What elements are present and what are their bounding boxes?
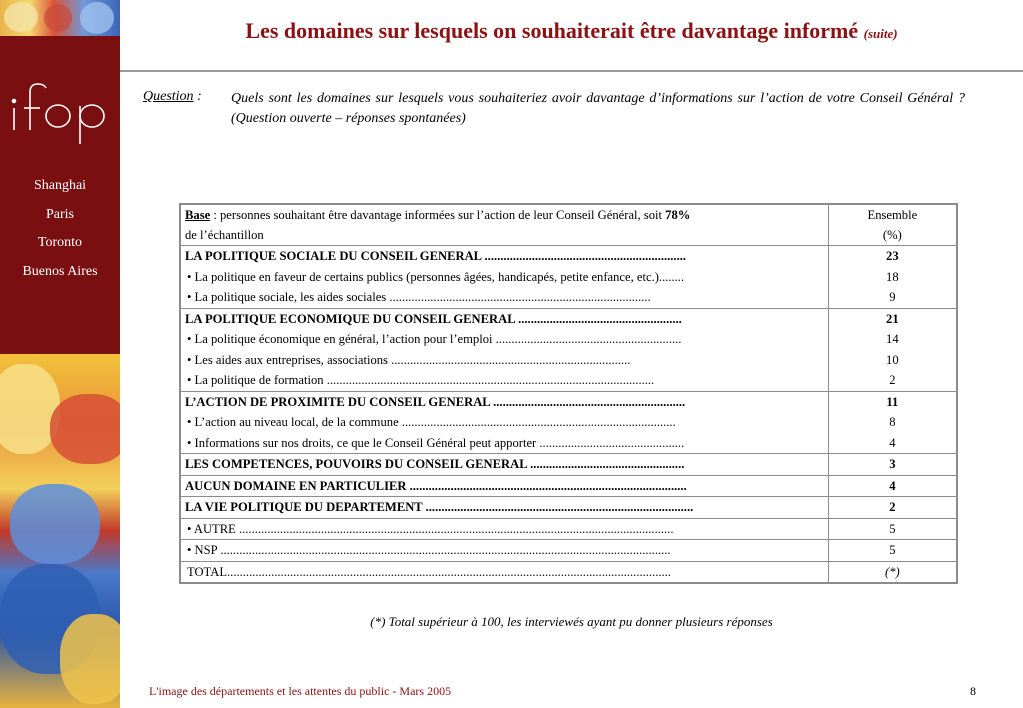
base-cell: Base : personnes souhaitant être davantage informées sur l’action de leur Conseil Général, soit 78% de l’échantillon [180, 204, 828, 246]
question-label: Question : [143, 89, 202, 104]
table-header-row [180, 204, 957, 246]
results-table [179, 203, 958, 584]
table-row: • NSP ............................................................................................................................................... 5 [180, 540, 957, 562]
question-text: Quels sont les domaines sur lesquels vous souhaiteriez avoir davantage d’informations sur l’action de votre Conseil Général ? (Question ouverte – réponses spontanées) [231, 91, 965, 126]
table-row: LA POLITIQUE SOCIALE DU CONSEIL GENERAL ................................................................ • La politique en faveur de certains publics (personnes âgées, handicapés, petite enfance, etc.)........ • La politique sociale, les aides sociales ................................................................................... 23 18 9 [180, 246, 957, 309]
column-header-ensemble: Ensemble (%) [828, 204, 957, 246]
sidebar [0, 0, 120, 708]
brand-panel [0, 36, 120, 354]
page-number: 8 [970, 684, 976, 698]
title-divider [120, 70, 1023, 72]
footer-source: L'image des départements et les attentes du public - Mars 2005 [149, 684, 452, 698]
table-row: LA VIE POLITIQUE DU DEPARTEMENT ..................................................................................... 2 [180, 497, 957, 519]
ifop-logo [6, 64, 106, 144]
footnote: (*) Total supérieur à 100, les interviewés ayant pu donner plusieurs réponses [370, 614, 773, 629]
decorative-art-top [0, 0, 120, 36]
table-row: L’ACTION DE PROXIMITE DU CONSEIL GENERAL ............................................................. • L’action au niveau local, de la commune ....................................................................................... • Informations sur nos droits, ce que le Conseil Général peut apporter .............................................. 11 8 4 [180, 391, 957, 454]
decorative-art-bottom [0, 354, 120, 708]
city-toronto: Toronto [37, 235, 83, 250]
page-title [120, 18, 1023, 44]
table-row: AUCUN DOMAINE EN PARTICULIER ........................................................................................ 4 [180, 475, 957, 497]
table-row: • AUTRE .......................................................................................................................................... 5 [180, 518, 957, 540]
table-row: LA POLITIQUE ECONOMIQUE DU CONSEIL GENERAL .................................................... • La politique économique en général, l’action pour l’emploi ........................................................... • Les aides aux entreprises, associations ............................................................................ • La politique de formation ........................................................................................................ 21 14 10 2 [180, 308, 957, 391]
table-row: TOTAL............................................................................................................................................. (*) [180, 561, 957, 583]
title-main: Les domaines sur lesquels on souhaiterait être davantage informé [245, 18, 859, 43]
title-suite: (suite) [863, 26, 898, 41]
city-shanghai: Shanghai [33, 178, 87, 193]
city-list [0, 172, 120, 286]
city-paris: Paris [46, 206, 74, 222]
table-row: LES COMPETENCES, POUVOIRS DU CONSEIL GENERAL ................................................. 3 [180, 454, 957, 476]
city-buenos-aires: Buenos Aires [22, 263, 98, 279]
